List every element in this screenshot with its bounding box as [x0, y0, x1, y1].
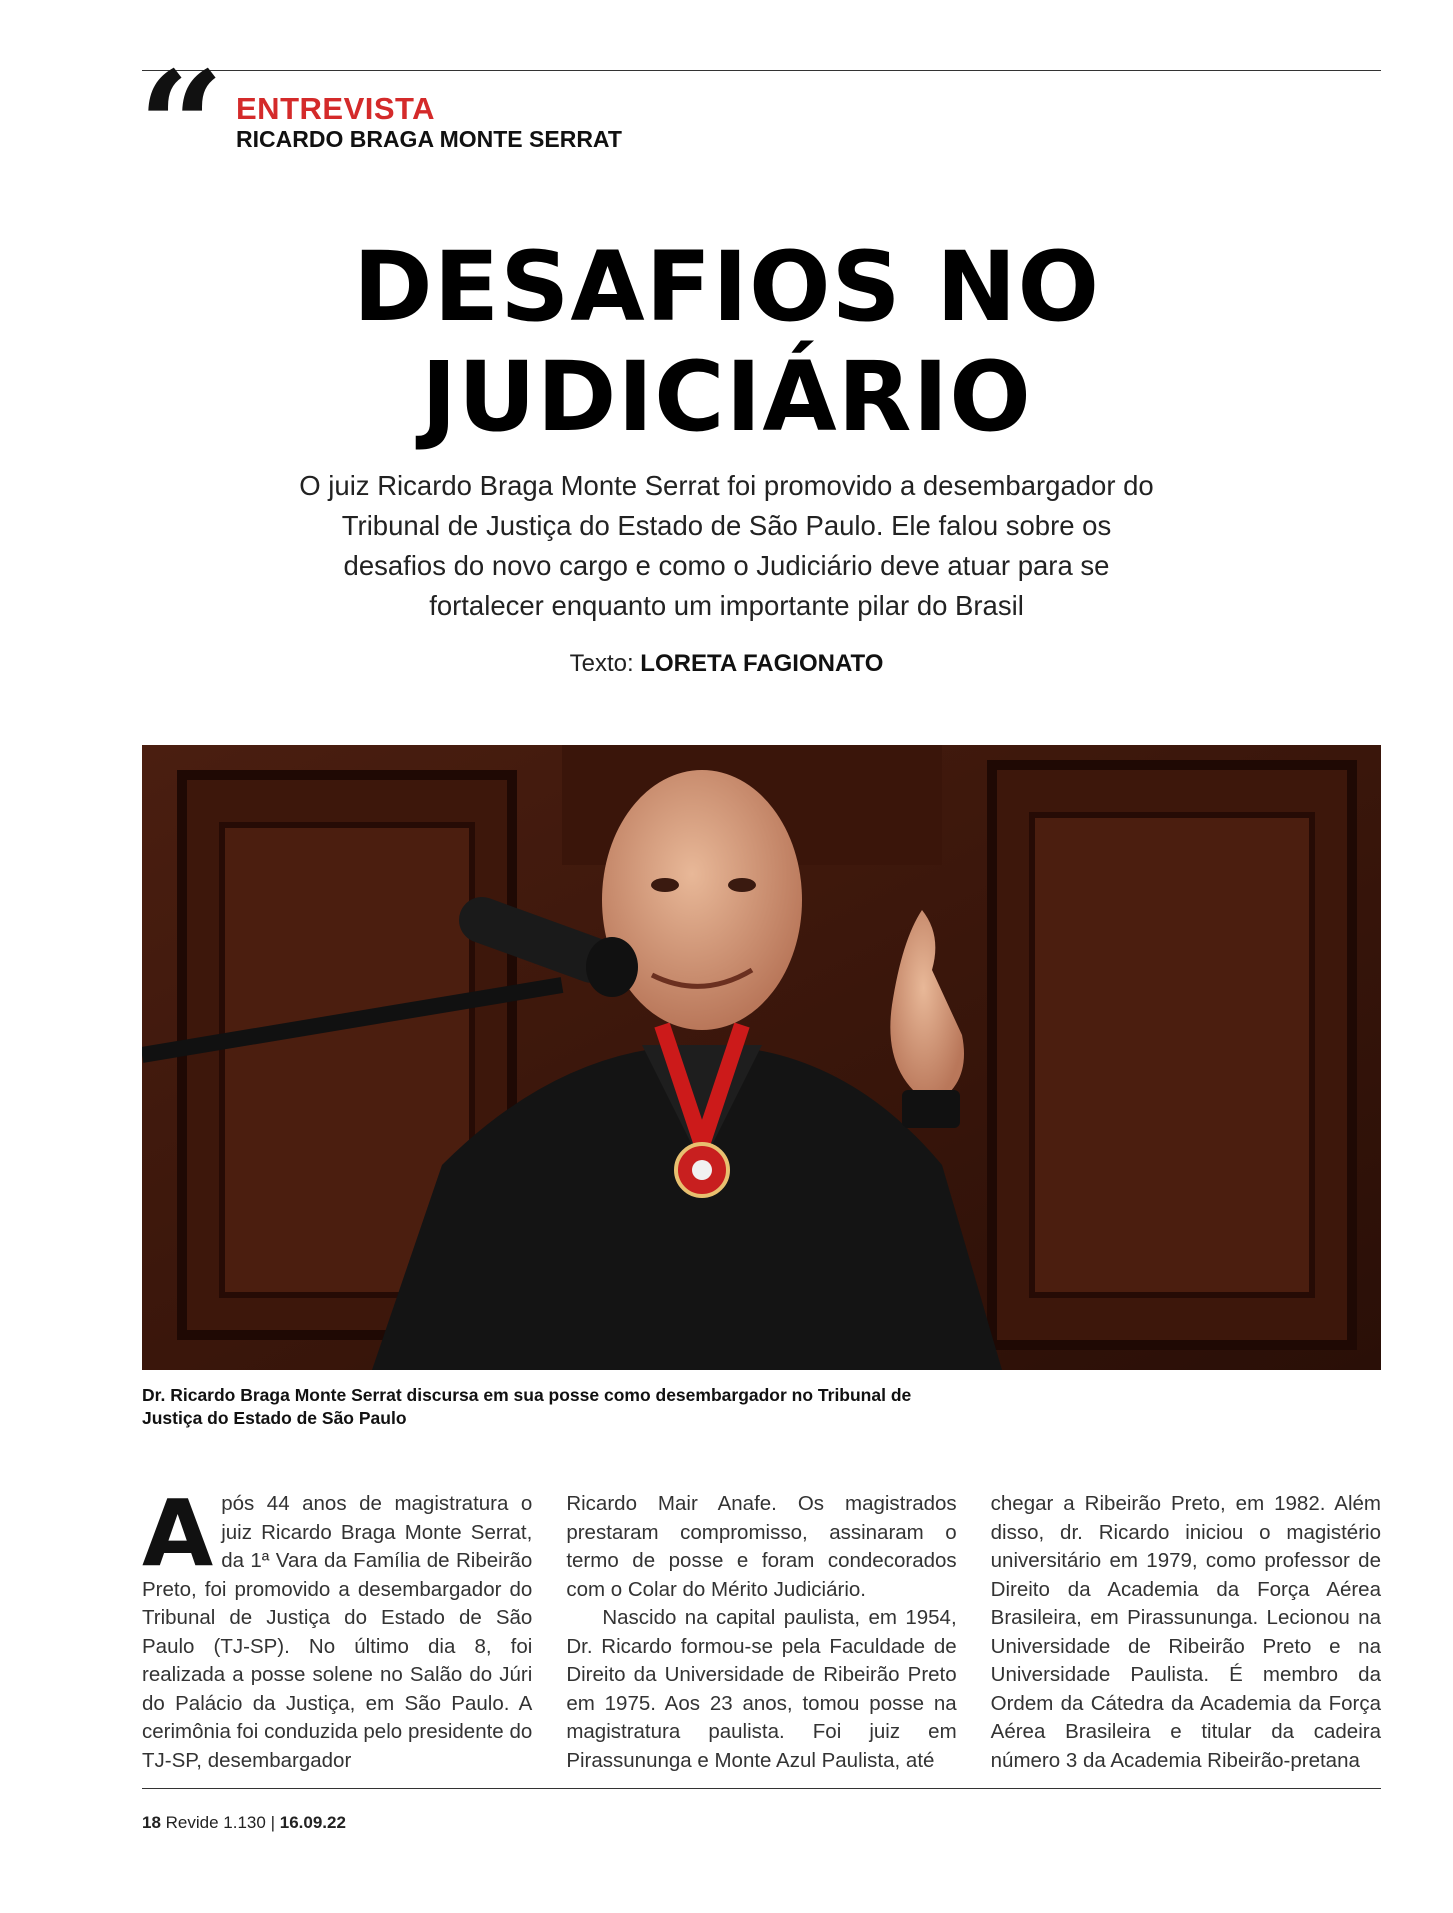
- headline-line-2: JUDICIÁRIO: [421, 341, 1032, 453]
- main-photo: [142, 745, 1381, 1370]
- paragraph: chegar a Ribeirão Preto, em 1982. Além disso, dr. Ricardo iniciou o magistério universitário em 1979, como professor de Direito da Academia da Força Aérea Brasileira, em Pirassununga. Lecionou na Universidade de Ribeirão Preto e na Universidade Paulista. É membro da Ordem da Cátedra da Academia da Força Aérea Brasileira e titular da cadeira número 3 da Academia Ribeirão-pretana: [990, 1492, 1381, 1772]
- byline-label: Texto:: [569, 650, 634, 677]
- photo-of-judge-speaking-at-microphone-icon: [142, 745, 1381, 1370]
- top-rule: [142, 70, 1381, 71]
- paragraph: Nascido na capital paulista, em 1954, Dr. Ricardo formou-se pela Faculdade de Direito da Universidade de Ribeirão Preto em 1975. Aos 23 anos, tomou posse na magistratura paulista. Foi juiz em Pirassununga e Monte Azul Paulista, até: [566, 1606, 957, 1772]
- headline-line-1: DESAFIOS NO: [352, 231, 1101, 343]
- issue-date: 16.09.22: [279, 1813, 346, 1832]
- section-label: ENTREVISTA: [236, 91, 436, 126]
- paragraph: pós 44 anos de magistratura o juiz Ricardo Braga Monte Serrat, da 1ª Vara da Família de Ribeirão Preto, foi promovido a desembargador do Tribunal de Justiça do Estado de São Paulo (TJ-SP). No último dia 8, foi realizada a posse solene no Salão do Júri do Palácio da Justiça, em São Paulo. A cerimônia foi conduzida pelo presidente do TJ-SP, desembargador: [142, 1492, 533, 1772]
- headline: [0, 232, 1453, 452]
- byline: [0, 650, 1453, 678]
- photo-caption: Dr. Ricardo Braga Monte Serrat discursa em sua posse como desembargador no Tribunal de Justiça do Estado de São Paulo: [142, 1385, 912, 1428]
- column-3: [991, 1490, 1381, 1780]
- magazine-issue: Revide 1.130: [165, 1813, 266, 1832]
- byline-author: LORETA FAGIONATO: [640, 650, 884, 677]
- bottom-rule: [142, 1788, 1381, 1789]
- section-kicker: [236, 92, 622, 152]
- drop-cap: A: [142, 1480, 214, 1587]
- page-number: 18: [142, 1813, 161, 1832]
- article-body: [142, 1480, 1381, 1780]
- column-2: [566, 1490, 956, 1780]
- footer-separator: |: [270, 1813, 275, 1832]
- standfirst: O juiz Ricardo Braga Monte Serrat foi promovido a desembargador do Tribunal de Justiça do Estado de São Paulo. Ele falou sobre os desafios do novo cargo e como o Judiciário deve atuar para se fortalecer enquanto um importante pilar do Brasil: [299, 470, 1154, 621]
- page-footer: [142, 1813, 346, 1833]
- interviewee-name: RICARDO BRAGA MONTE SERRAT: [236, 126, 622, 152]
- column-1: [142, 1480, 533, 1780]
- quote-mark-icon: “: [138, 39, 225, 215]
- paragraph: Ricardo Mair Anafe. Os magistrados prestaram compromisso, assinaram o termo de posse e foram condecorados com o Colar do Mérito Judiciário.: [566, 1492, 957, 1601]
